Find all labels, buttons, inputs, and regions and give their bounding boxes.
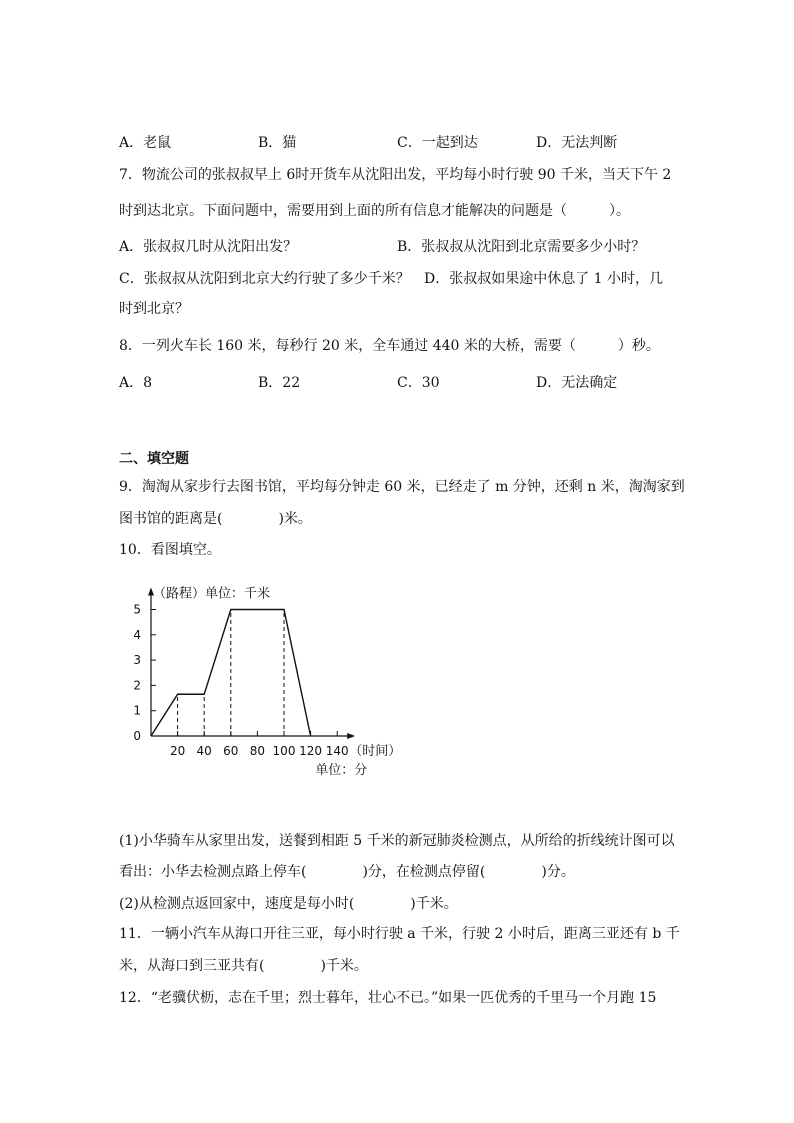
x-axis-label: （时间） [349, 744, 402, 759]
q12-text-line1: 12．“老骥伏枥，志在千里；烈士暮年，壮心不已。”如果一匹优秀的千里马一个月跑 15 [119, 990, 657, 1006]
q7-option-a: A．张叔叔几时从沈阳出发？ [119, 239, 298, 255]
y-tick-label: 1 [133, 703, 141, 718]
x-tick-label: 100 [272, 744, 296, 758]
q6-option-b: B．猫 [258, 135, 297, 151]
section-title: 二、填空题 [119, 451, 189, 467]
q10-sub1-line1: (1)小华骑车从家里出发，送餐到相距 5 千米的新冠肺炎检测点，从所给的折线统计图可以 [119, 833, 675, 849]
q11-text-line2: 米，从海口到三亚共有( )千米。 [119, 958, 368, 974]
x-tick-label: 60 [223, 744, 239, 758]
q8-option-d: D．无法确定 [536, 375, 618, 391]
chart-title: （路程）单位：千米 [153, 586, 271, 602]
y-tick-label: 5 [133, 602, 141, 617]
x-axis-unit: 单位：分 [315, 763, 368, 776]
q6-option-a: A．老鼠 [119, 135, 172, 151]
distance-time-chart [120, 576, 420, 776]
y-tick-label: 3 [133, 653, 141, 668]
q8-option-b: B．22 [258, 375, 301, 391]
q11-text-line1: 11．一辆小汽车从海口开往三亚，每小时行驶 a 千米，行驶 2 小时后，距离三亚还有 b 千 [119, 926, 680, 942]
x-tick-label: 40 [196, 744, 212, 758]
y-tick-label: 4 [133, 627, 141, 642]
x-tick-label: 140 [325, 744, 349, 758]
x-tick-label: 20 [169, 744, 186, 758]
q7-text-line1: 7．物流公司的张叔叔早上 6时开货车从沈阳出发，平均每小时行驶 90 千米，当天下午 2 [119, 167, 672, 183]
q10-sub2: (2)从检测点返回家中，速度是每小时( )千米。 [119, 896, 458, 912]
q6-option-c: C．一起到达 [397, 135, 478, 151]
q7-option-d-cont: 时到北京？ [119, 301, 189, 317]
q9-text-line2: 图书馆的距离是( )米。 [119, 511, 312, 527]
x-tick-label: 120 [299, 744, 323, 758]
y-tick-label: 2 [133, 678, 141, 693]
q6-option-d: D．无法判断 [536, 135, 618, 151]
q10-title: 10．看图填空。 [119, 542, 221, 558]
origin-label: 0 [133, 729, 141, 743]
q7-option-d: D．张叔叔如果途中休息了 1 小时，几 [424, 271, 664, 287]
q7-text-line2: 时到达北京。下面问题中，需要用到上面的所有信息才能解决的问题是（ ）。 [119, 203, 630, 219]
q9-text-line1: 9．淘淘从家步行去图书馆，平均每分钟走 60 米，已经走了 m 分钟，还剩 n 米，淘淘家到 [119, 479, 685, 495]
q8-option-c: C．30 [397, 375, 440, 391]
q7-option-b: B．张叔叔从沈阳到北京需要多少小时？ [397, 239, 646, 255]
q10-sub1-line2: 看出：小华去检测点路上停车( )分，在检测点停留( )分。 [119, 864, 575, 880]
q8-option-a: A．8 [119, 375, 153, 391]
q7-option-c: C．张叔叔从沈阳到北京大约行驶了多少千米？ [119, 271, 410, 287]
x-axis-arrow [347, 733, 355, 739]
x-tick-label: 80 [249, 744, 266, 758]
q8-text: 8．一列火车长 160 米，每秒行 20 米，全车通过 440 米的大桥，需要（ ）秒。 [119, 338, 660, 354]
